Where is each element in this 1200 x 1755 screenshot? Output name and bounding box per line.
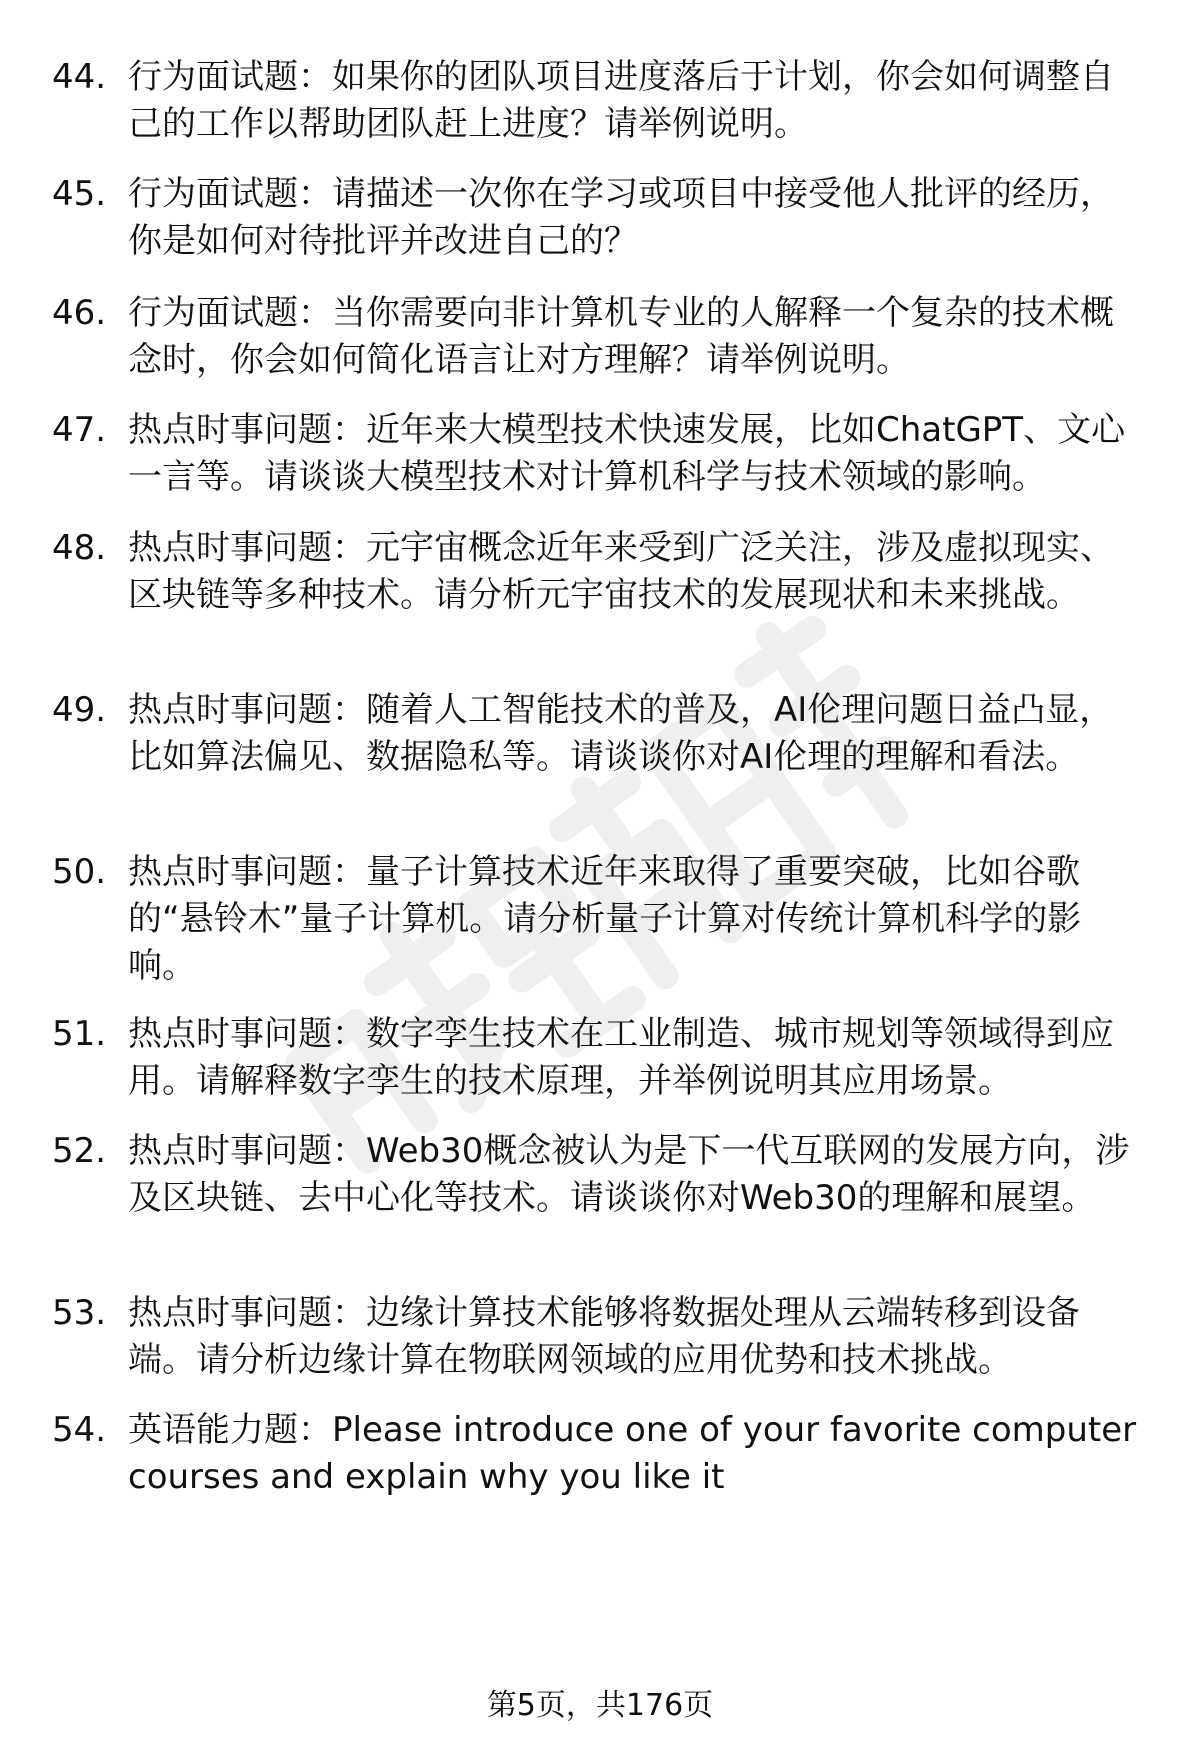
question-number: 47.	[52, 410, 107, 450]
question-number: 49.	[52, 690, 107, 730]
question-text: 热点时事问题：量子计算技术近年来取得了重要突破，比如谷歌的“悬铃木”量子计算机。请分析量子计算对传统计算机科学的影响。	[128, 852, 1082, 986]
question-number: 46.	[52, 293, 107, 333]
question-text: 热点时事问题：数字孪生技术在工业制造、城市规划等领域得到应用。请解释数字孪生的技术原理，并举例说明其应用场景。	[128, 1014, 1114, 1101]
question-text: 热点时事问题：元宇宙概念近年来受到广泛关注，涉及虚拟现实、区块链等多种技术。请分析元宇宙技术的发展现状和未来挑战。	[128, 528, 1114, 615]
question-text: 热点时事问题：Web30概念被认为是下一代互联网的发展方向，涉及区块链、去中心化等技术。请谈谈你对Web30的理解和展望。	[128, 1131, 1130, 1218]
question-number: 48.	[52, 528, 107, 568]
question-number: 44.	[52, 57, 107, 97]
question-number: 45.	[52, 174, 107, 214]
question-text: 热点时事问题：边缘计算技术能够将数据处理从云端转移到设备端。请分析边缘计算在物联网领域的应用优势和技术挑战。	[128, 1293, 1080, 1380]
question-text: 热点时事问题：近年来大模型技术快速发展，比如ChatGPT、文心一言等。请谈谈大模型技术对计算机科学与技术领域的影响。	[128, 410, 1126, 497]
page-footer: 第5页，共176页	[486, 1688, 714, 1723]
question-number: 54.	[52, 1410, 107, 1450]
question-text: 行为面试题：如果你的团队项目进度落后于计划，你会如何调整自己的工作以帮助团队赶上进度？请举例说明。	[128, 57, 1114, 144]
question-number: 50.	[52, 852, 107, 892]
question-number: 51.	[52, 1014, 107, 1054]
question-text: 行为面试题：请描述一次你在学习或项目中接受他人批评的经历，你是如何对待批评并改进自己的？	[128, 174, 1114, 261]
question-text: 英语能力题：Please introduce one of your favorite computer courses and explain why you like it	[128, 1410, 1137, 1497]
question-text: 行为面试题：当你需要向非计算机专业的人解释一个复杂的技术概念时，你会如何简化语言让对方理解？请举例说明。	[128, 293, 1114, 380]
question-number: 52.	[52, 1131, 107, 1171]
question-text: 热点时事问题：随着人工智能技术的普及，AI伦理问题日益凸显，比如算法偏见、数据隐私等。请谈谈你对AI伦理的理解和看法。	[128, 690, 1114, 777]
question-number: 53.	[52, 1293, 107, 1333]
